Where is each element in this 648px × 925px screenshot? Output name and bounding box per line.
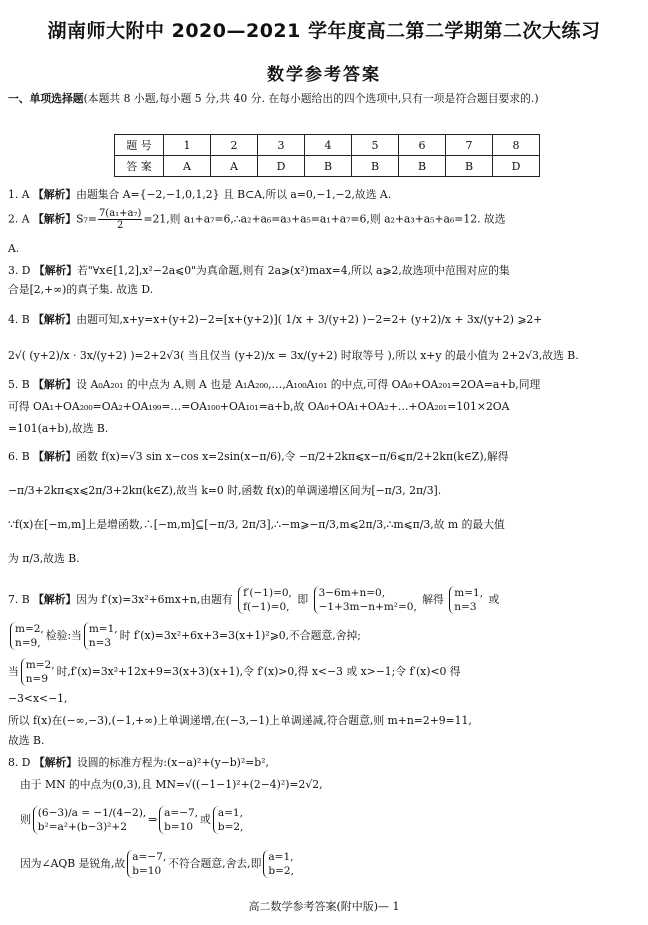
analysis-tag: 【解析】 (33, 313, 77, 326)
table-cell: D (258, 156, 305, 177)
table-cell: 4 (305, 135, 352, 156)
solution-number: 5. B (8, 378, 30, 391)
table-cell: B (446, 156, 493, 177)
page-title: 湖南师大附中 2020—2021 学年度高二第二学期第二次大练习 (47, 20, 601, 42)
table-header-cell: 题 号 (115, 135, 164, 156)
solution-7-tail: 故选 B. (8, 734, 45, 747)
solution-8-line-2: 由于 MN 的中点为(0,3),且 MN=√((−1−1)²+(2−4)²)=2√2, (20, 778, 323, 791)
solution-text: =21,则 a₁+a₇=6,∴a₂+a₆=a₃+a₅=a₁+a₇=6,则 a₂+a₃+a₅+a₆=12. 故选 (143, 212, 506, 226)
solution-7-line-3 (8, 658, 634, 686)
analysis-tag: 【解析】 (33, 756, 78, 769)
equation-line: f′(−1)=0, (243, 587, 292, 599)
solution-text: 由题可知,x+y=x+(y+2)−2=[x+(y+2)]( 1/x + 3/(y+2) )−2=2+ (y+2)/x + 3x/(y+2) ⩾2+ (76, 313, 543, 326)
formula-lead: S₇= (76, 212, 97, 226)
solution-text: 设圆的标准方程为:(x−a)²+(y−b)²=b², (77, 756, 269, 769)
solution-text: ⇒ (148, 813, 158, 826)
equation-line: b²=a²+(b−3)²+2 (37, 821, 127, 833)
equation-system (21, 658, 55, 686)
connector-text: 或 (488, 593, 500, 606)
solution-number: 3. D (8, 264, 31, 277)
table-cell: B (305, 156, 352, 177)
analysis-tag: 【解析】 (33, 378, 77, 391)
solution-5-tail: =101(a+b),故选 B. (8, 422, 109, 435)
connector-text: 解得 (422, 593, 444, 606)
analysis-tag: 【解析】 (33, 593, 77, 606)
table-cell: 7 (446, 135, 493, 156)
table-header-cell: 答 案 (115, 156, 164, 177)
equation-line: 3−6m+n=0, (318, 587, 386, 599)
solution-text: 若"∀x∈[1,2],x²−2a⩽0"为真命题,则有 2a⩾(x²)max=4,所以 a⩾2,故选项中范围对应的集 (77, 264, 510, 277)
solution-text: 不符合题意,舍去,即 (168, 857, 262, 870)
equation-line: a=−7, (164, 807, 199, 819)
section-heading (8, 90, 634, 107)
answer-table-row-numbers (115, 135, 540, 156)
page-footer: 高二数学参考答案(附中版)— 1 (248, 900, 400, 913)
table-cell: B (352, 156, 399, 177)
solution-5 (8, 376, 634, 393)
solution-6-line-2: −π/3+2kπ⩽x⩽2π/3+2kπ(k∈Z),故当 k=0 时,函数 f(x)的单调递增区间为[−π/3, 2π/3]. (8, 484, 442, 497)
solution-3 (8, 262, 634, 279)
equation-system (314, 586, 417, 614)
solution-5-line-2: 可得 OA₁+OA₂₀₀=OA₂+OA₁₉₉=…=OA₁₀₀+OA₁₀₁=a+b,故 OA₀+OA₁+OA₂+…+OA₂₀₁=101×2OA (8, 400, 510, 413)
solution-text: 函数 f(x)=√3 sin x−cos x=2sin(x−π/6),令 −π/2+2kπ⩽x−π/6⩽π/2+2kπ(k∈Z),解得 (76, 450, 509, 463)
solution-4 (8, 311, 634, 328)
solution-text: 设 A₀A₂₀₁ 的中点为 A,则 A 也是 A₁A₂₀₀,…,A₁₀₀A₁₀₁ 的中点,可得 OA₀+OA₂₀₁=2OA=a+b,同理 (76, 378, 541, 391)
solution-2 (8, 208, 634, 231)
solution-8-line-3 (20, 806, 634, 834)
solution-text: 或 (200, 813, 211, 826)
equation-line: n=9, (15, 637, 41, 649)
solution-7-line-2 (8, 622, 634, 650)
analysis-tag: 【解析】 (32, 188, 77, 201)
equation-line: n=3 (454, 601, 477, 613)
equation-system (238, 586, 292, 614)
answer-table (114, 134, 540, 177)
equation-line: b=10 (132, 865, 162, 877)
solution-1 (8, 186, 634, 203)
table-cell: D (493, 156, 540, 177)
connector-text: 即 (297, 593, 309, 606)
solution-text: 则 (20, 813, 31, 826)
table-cell: A (211, 156, 258, 177)
solution-text: 因为 f′(x)=3x²+6mx+n,由题有 (76, 593, 233, 606)
equation-line: m=1, (88, 623, 118, 635)
table-cell: 2 (211, 135, 258, 156)
solution-number: 6. B (8, 450, 30, 463)
numerator: 7(a₁+a₇) (98, 208, 142, 219)
equation-system (10, 622, 44, 650)
solution-7-line-5: 所以 f(x)在(−∞,−3),(−1,+∞)上单调递增,在(−3,−1)上单调递减,符合题意,则 m+n=2+9=11, (8, 714, 472, 727)
equation-line: b=2, (217, 821, 244, 833)
equation-system (213, 806, 244, 834)
solution-6-line-3: ∵f(x)在[−m,m]上是增函数,∴[−m,m]⊆[−π/3, 2π/3],∴−m⩾−π/3,m⩽2π/3,∴m⩽π/3,故 m 的最大值 (8, 518, 505, 531)
solution-text: 时 f′(x)=3x²+6x+3=3(x+1)²⩾0,不合题意,舍掉; (119, 629, 361, 642)
solution-text: 因为∠AQB 是锐角,故 (20, 857, 126, 870)
solution-8-line-4 (20, 850, 634, 878)
fraction (98, 208, 143, 231)
equation-system (263, 850, 294, 878)
solution-7-line-4: −3<x<−1, (8, 692, 68, 705)
equation-line: f(−1)=0, (243, 601, 290, 613)
equation-line: −1+3m−n+m²=0, (318, 601, 417, 613)
analysis-tag: 【解析】 (33, 450, 77, 463)
solution-text: 检验:当 (45, 629, 82, 642)
solution-7 (8, 586, 634, 614)
table-cell: 3 (258, 135, 305, 156)
equation-line: a=1, (217, 807, 243, 819)
solution-text: 由题集合 A={−2,−1,0,1,2} 且 B⊂A,所以 a=0,−1,−2,故选 A. (76, 188, 392, 201)
equation-line: m=1, (454, 587, 484, 599)
equation-line: b=10 (164, 821, 194, 833)
table-cell: B (399, 156, 446, 177)
equation-line: a=1, (268, 851, 294, 863)
equation-line: m=2, (25, 659, 55, 671)
equation-system (449, 586, 483, 614)
equation-system (84, 622, 118, 650)
equation-line: n=9 (25, 673, 49, 685)
table-cell: 8 (493, 135, 540, 156)
equation-system (127, 850, 166, 878)
solution-4-tail: 2√( (y+2)/x · 3x/(y+2) )=2+2√3( 当且仅当 (y+2)/x = 3x/(y+2) 时取等号 ),所以 x+y 的最小值为 2+2√3,故选 B. (8, 349, 579, 362)
solution-text: 当 (8, 665, 19, 678)
equation-line: b=2, (268, 865, 294, 877)
solution-6-tail: 为 π/3,故选 B. (8, 552, 80, 565)
analysis-tag: 【解析】 (32, 212, 77, 226)
section-intro: (本题共 8 小题,每小题 5 分,共 40 分. 在每小题给出的四个选项中,只有一项是符合题目要求的.) (83, 92, 539, 105)
solution-number: 7. B (8, 593, 30, 606)
section-label: 一、单项选择题 (8, 92, 84, 105)
solution-text: 时,f′(x)=3x²+12x+9=3(x+3)(x+1),令 f′(x)>0,得 x<−3 或 x>−1;令 f′(x)<0 得 (56, 665, 461, 678)
table-cell: 1 (164, 135, 211, 156)
solution-6 (8, 448, 634, 465)
solution-number: 2. A (8, 212, 30, 226)
table-cell: A (164, 156, 211, 177)
table-cell: 5 (352, 135, 399, 156)
solution-3-tail: 合是[2,+∞)的真子集. 故选 D. (8, 283, 154, 296)
solution-number: 1. A (8, 188, 30, 201)
analysis-tag: 【解析】 (33, 264, 78, 277)
solution-2-tail: A. (8, 242, 20, 255)
answer-table-row-answers (115, 156, 540, 177)
solution-8 (8, 754, 634, 771)
equation-system (33, 806, 146, 834)
equation-line: a=−7, (132, 851, 167, 863)
denominator: 2 (117, 220, 124, 231)
equation-line: (6−3)/a = −1/(4−2), (37, 807, 147, 819)
equation-line: m=2, (15, 623, 44, 635)
page-subtitle: 数学参考答案 (267, 65, 381, 85)
solution-number: 8. D (8, 756, 31, 769)
table-cell: 6 (399, 135, 446, 156)
equation-line: n=3 (88, 637, 112, 649)
equation-system (159, 806, 198, 834)
solution-number: 4. B (8, 313, 30, 326)
